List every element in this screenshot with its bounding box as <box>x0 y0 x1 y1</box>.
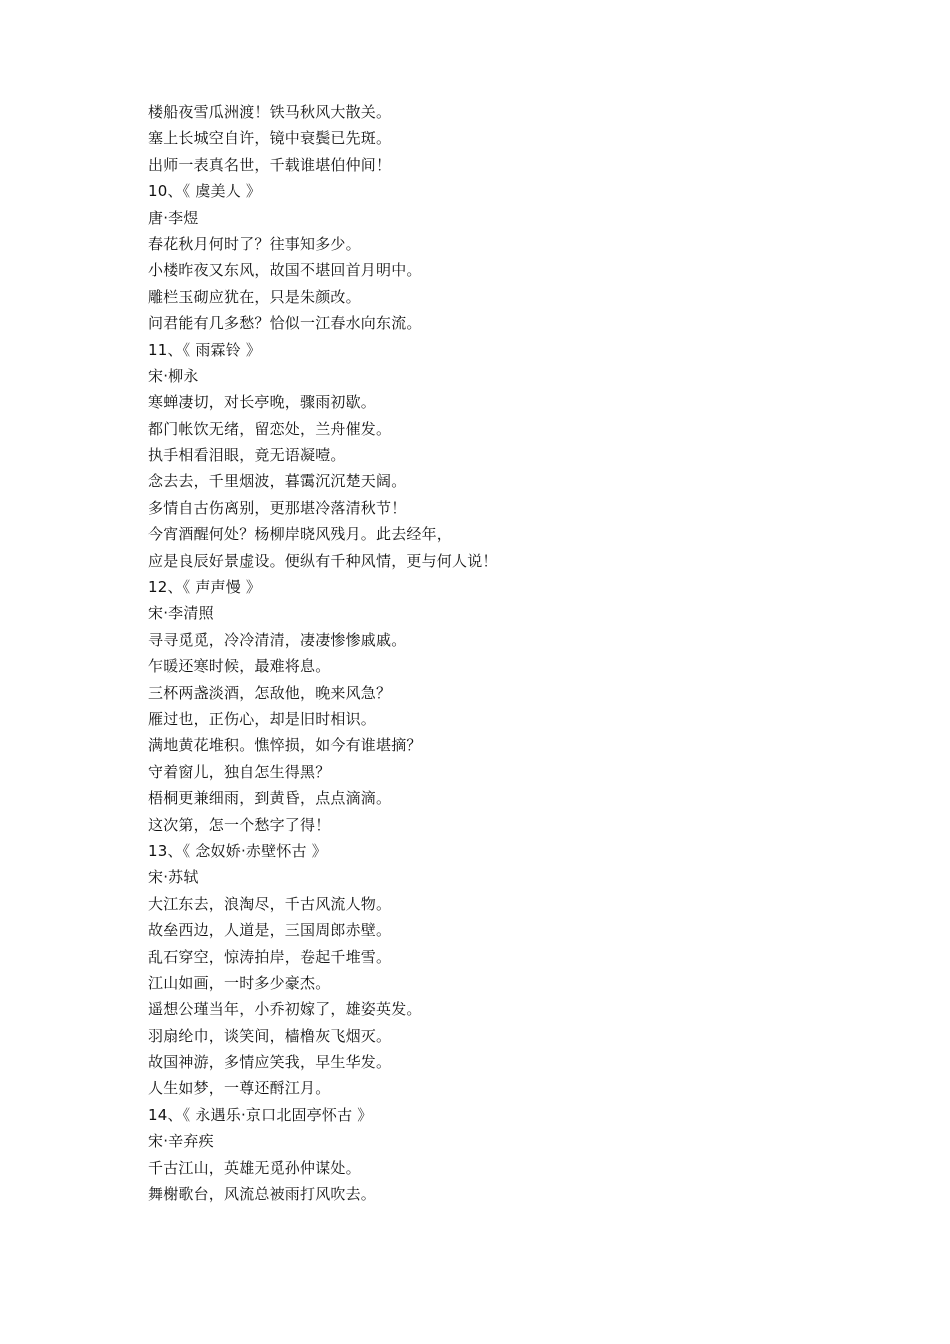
poem-author: 唐·李煜 <box>148 208 199 227</box>
poem-line: 千古江山，英雄无觅孙仲谋处。 <box>148 1158 361 1177</box>
poem-line: 雕栏玉砌应犹在，只是朱颜改。 <box>148 287 361 306</box>
poem-line: 都门帐饮无绪，留恋处，兰舟催发。 <box>148 419 392 438</box>
poem-title: 10、《 虞美人 》 <box>148 182 262 201</box>
poem-line: 江山如画，一时多少豪杰。 <box>148 973 331 992</box>
poem-line: 梧桐更兼细雨，到黄昏，点点滴滴。 <box>148 789 392 808</box>
poem-author: 宋·苏轼 <box>148 868 199 887</box>
poem-line: 乱石穿空，惊涛拍岸，卷起千堆雪。 <box>148 947 392 966</box>
poem-line: 故国神游，多情应笑我，早生华发。 <box>148 1053 392 1072</box>
poem-line: 春花秋月何时了？往事知多少。 <box>148 234 361 253</box>
poem-line: 守着窗儿，独自怎生得黑？ <box>148 762 331 781</box>
poem-title: 12、《 声声慢 》 <box>148 578 262 597</box>
poem-line: 羽扇纶巾，谈笑间，樯橹灰飞烟灭。 <box>148 1026 392 1045</box>
poem-line: 寒蝉凄切，对长亭晚，骤雨初歇。 <box>148 393 377 412</box>
poem-author: 宋·辛弃疾 <box>148 1132 214 1151</box>
poem-text-block <box>148 99 848 1207</box>
poem-line: 多情自古伤离别，更那堪冷落清秋节！ <box>148 498 407 517</box>
poem-line: 问君能有几多愁？恰似一江春水向东流。 <box>148 314 422 333</box>
poem-line: 念去去，千里烟波，暮霭沉沉楚天阔。 <box>148 472 407 491</box>
poem-line: 三杯两盏淡酒，怎敌他，晚来风急？ <box>148 683 392 702</box>
poem-line: 满地黄花堆积。憔悴损，如今有谁堪摘？ <box>148 736 422 755</box>
poem-title: 14、《 永遇乐·京口北固亭怀古 》 <box>148 1105 373 1124</box>
poem-title: 13、《 念奴娇·赤壁怀古 》 <box>148 841 327 860</box>
poem-line: 乍暖还寒时候，最难将息。 <box>148 657 331 676</box>
poem-line: 大江东去，浪淘尽，千古风流人物。 <box>148 894 392 913</box>
poem-line: 应是良辰好景虚设。便纵有千种风情，更与何人说！ <box>148 551 498 570</box>
poem-line: 人生如梦，一尊还酹江月。 <box>148 1079 331 1098</box>
poem-line: 今宵酒醒何处？杨柳岸晓风残月。此去经年， <box>148 525 453 544</box>
poem-author: 宋·柳永 <box>148 366 199 385</box>
poem-author: 宋·李清照 <box>148 604 214 623</box>
poem-line: 执手相看泪眼，竟无语凝噎。 <box>148 446 346 465</box>
poem-line: 遥想公瑾当年，小乔初嫁了，雄姿英发。 <box>148 1000 422 1019</box>
poem-line: 舞榭歌台，风流总被雨打风吹去。 <box>148 1185 377 1204</box>
poem-line: 楼船夜雪瓜洲渡！铁马秋风大散关。 <box>148 103 392 121</box>
poem-line: 故垒西边，人道是，三国周郎赤壁。 <box>148 921 392 940</box>
poem-line: 这次第，怎一个愁字了得！ <box>148 815 331 834</box>
poem-line: 出师一表真名世，千载谁堪伯仲间！ <box>148 155 392 174</box>
poem-line: 寻寻觅觅，冷冷清清，凄凄惨惨戚戚。 <box>148 630 407 649</box>
poem-title: 11、《 雨霖铃 》 <box>148 340 262 359</box>
poem-line: 小楼昨夜又东风，故国不堪回首月明中。 <box>148 261 422 280</box>
poem-line: 塞上长城空自许，镜中衰鬓已先斑。 <box>148 129 392 148</box>
poem-line: 雁过也，正伤心，却是旧时相识。 <box>148 709 377 728</box>
